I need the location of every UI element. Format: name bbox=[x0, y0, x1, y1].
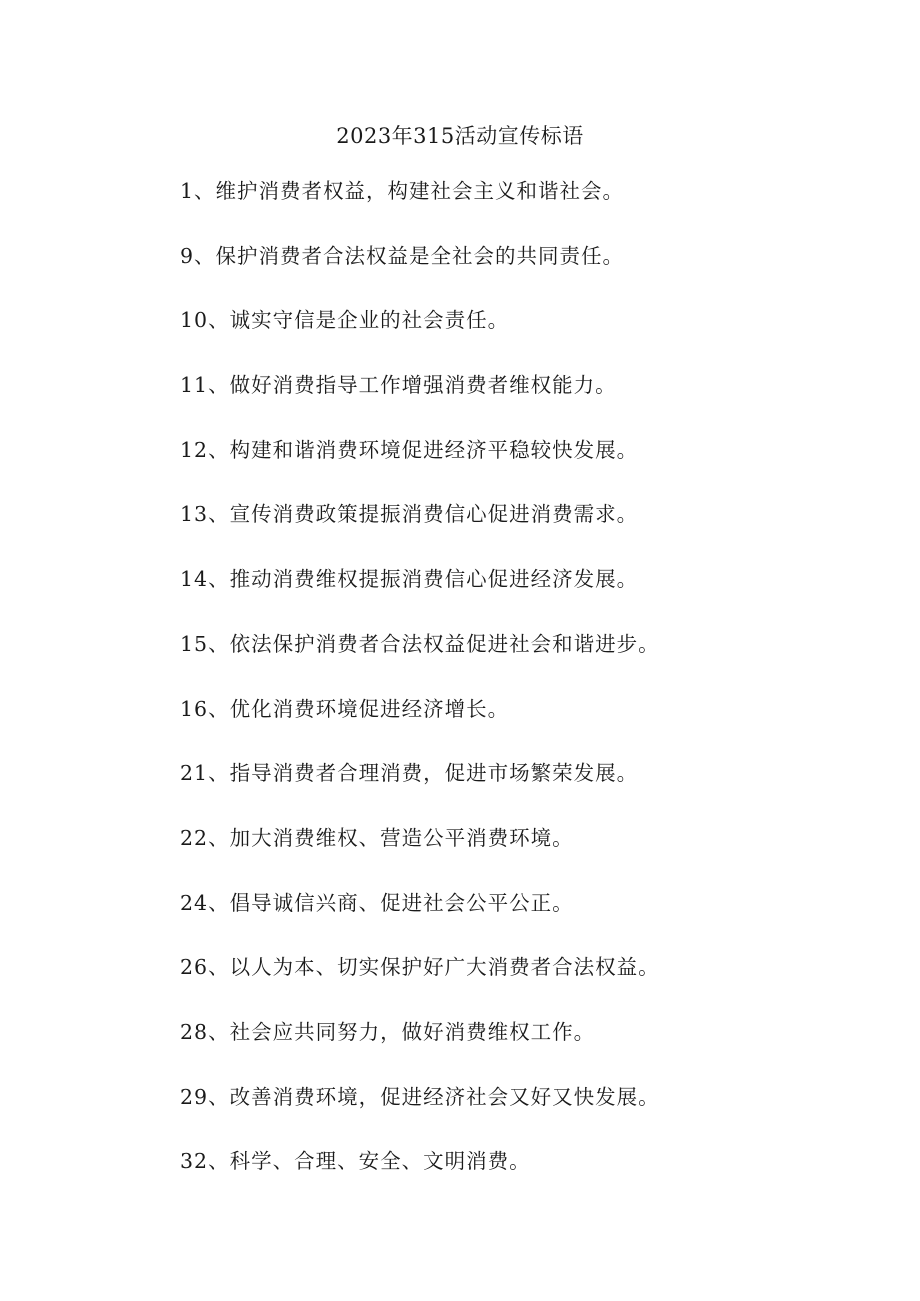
slogan-item: 10、诚实守信是企业的社会责任。 bbox=[180, 308, 510, 333]
slogan-item: 15、依法保护消费者合法权益促进社会和谐进步。 bbox=[180, 631, 660, 656]
slogan-item: 14、推动消费维权提振消费信心促进经济发展。 bbox=[180, 567, 639, 592]
slogan-item: 13、宣传消费政策提振消费信心促进消费需求。 bbox=[180, 502, 639, 527]
slogan-list bbox=[180, 174, 880, 1209]
slogan-item: 29、改善消费环境，促进经济社会又好又快发展。 bbox=[180, 1084, 660, 1109]
slogan-item: 32、科学、合理、安全、文明消费。 bbox=[180, 1149, 531, 1174]
slogan-item: 22、加大消费维权、营造公平消费环境。 bbox=[180, 825, 574, 850]
slogan-item: 24、倡导诚信兴商、促进社会公平公正。 bbox=[180, 890, 574, 915]
slogan-item: 12、构建和谐消费环境促进经济平稳较快发展。 bbox=[180, 437, 639, 462]
slogan-item: 11、做好消费指导工作增强消费者维权能力。 bbox=[180, 373, 617, 398]
slogan-item: 9、保护消费者合法权益是全社会的共同责任。 bbox=[180, 243, 625, 268]
slogan-item: 21、指导消费者合理消费，促进市场繁荣发展。 bbox=[180, 761, 639, 786]
document-title: 2023年315活动宣传标语 bbox=[336, 124, 584, 148]
slogan-item: 1、维护消费者权益，构建社会主义和谐社会。 bbox=[180, 179, 625, 203]
slogan-item: 26、以人为本、切实保护好广大消费者合法权益。 bbox=[180, 955, 660, 980]
slogan-item: 16、优化消费环境促进经济增长。 bbox=[180, 696, 510, 721]
slogan-item: 28、社会应共同努力，做好消费维权工作。 bbox=[180, 1019, 596, 1044]
